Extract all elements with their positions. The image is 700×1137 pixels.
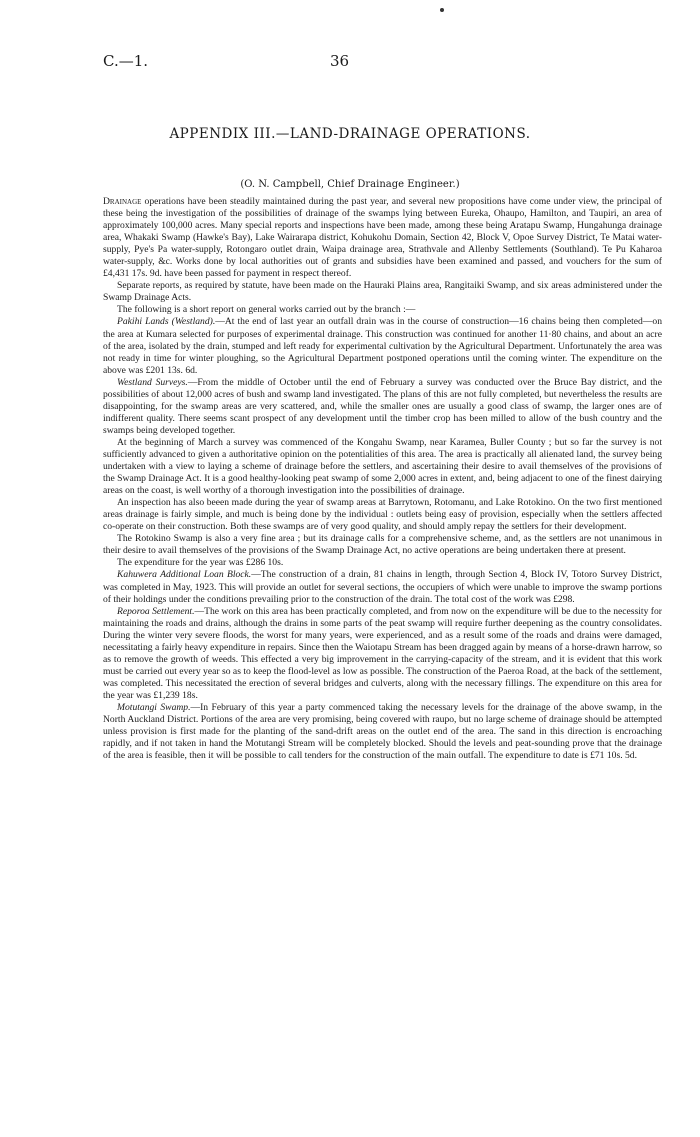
section-heading: Reporoa Settlement.: [117, 605, 195, 617]
paragraph-text: —At the end of last year an outfall drain was in the course of construction—16 chains being then completed—on the area at Kumara selected for purposes of experimental drainage. This construction was continued for another 11·80 chains, and about an acre of the area, isolated by the drain, stumped and left ready for experimental cultivation by the Agricultural Department. Unfortunately the area was not ready in time for winter ploughing, so the Agricultural Department postponed operations until the coming winter. The expenditure on the above was £201 13s. 6d.: [103, 316, 662, 376]
paragraph-text: operations have been steadily maintained during the past year, and several new propositions have come under view, the principal of these being the investigation of the possibilities of drainage of the swamps lying between Eureka, Ohaupo, Hamilton, and Taupiri, an area of approximately 100,000 acres. Many special reports and inspections have been made, among these being Aratapu Swamp, Hungahunga drainage area, Whakaki Swamp (Hawke's Bay), Lake Wairarapa district, Kohukohu Domain, Section 42, Block V, Opoe Survey District, Te Matai water-supply, Pye's Pa water-supply, Rotongaro outlet drain, Waipa drainage area, Strathvale and Allenby Settlements (Southland). Te Pu Kaharoa water-supply, &c. Works done by local authorities out of grants and subsidies have been examined and passed, and vouchers for the sum of £4,431 17s. 9d. have been passed for payment in respect thereof.: [103, 196, 662, 280]
paragraph-rotokino: [103, 533, 662, 557]
paragraph-kongahu: [103, 437, 662, 497]
paragraph-kahuwera: [103, 569, 662, 605]
paragraph-lead: Drainage: [103, 196, 142, 207]
paragraph-text: The following is a short report on general works carried out by the branch :—: [117, 304, 416, 316]
report-reference: C.—1.: [103, 52, 149, 70]
ink-speck: [440, 8, 444, 12]
paragraph-text: Separate reports, as required by statute, have been made on the Hauraki Plains area, Rangitaiki Swamp, and six areas administered under the Swamp Drainage Acts.: [103, 280, 662, 304]
paragraph-westland: [103, 377, 662, 437]
paragraph-text: —The work on this area has been practically completed, and from now on the expenditure will be due to the necessity for maintaining the roads and drains, although the drains in some parts of the peat swamp will require further deepening as the country consolidates. During the winter very severe floods, the worst for many years, were experienced, and as a result some of the roads and drains were damaged, necessitating a fairly heavy expenditure in repairs. Since then the Waiotapu Stream has been dragged again by means of a horse-drawn harrow, so as to remove the growth of weeds. This effected a very big improvement in the carrying-capacity of the stream, and it is evident that this work must be carried out every year so as to keep the flood-level as low as possible. The construction of the Paeroa Road, at the back of the settlement, was completed. This necessitated the erection of several bridges and culverts, along with the necessary fillings. The expenditure on this area for the year was £1,239 18s.: [103, 605, 662, 701]
paragraph-separate-reports: [103, 280, 662, 304]
paragraph-text: The Rotokino Swamp is also a very fine area ; but its drainage calls for a comprehensive scheme, and, as the settlers are not unanimous in their desire to avail themselves of the provisions of the Swamp Drainage Act, no active operations are being undertaken there at present.: [103, 533, 662, 557]
paragraph-following: [103, 304, 662, 316]
section-heading: Pakihi Lands (Westland).: [117, 316, 216, 328]
paragraph-pakihi: [103, 316, 662, 376]
author-line: (O. N. Campbell, Chief Drainage Engineer.): [240, 179, 460, 190]
paragraph-expenditure: [103, 557, 662, 569]
body-text: [103, 196, 662, 762]
paragraph-text: The expenditure for the year was £286 10s.: [117, 557, 284, 569]
appendix-title: APPENDIX III.—LAND-DRAINAGE OPERATIONS.: [169, 126, 531, 142]
paragraph-text: —In February of this year a party commenced taking the necessary levels for the drainage of the above swamp, in the North Auckland District. Portions of the area are very promising, being covered with raupo, but no large scheme of drainage should be attempted unless provision is first made for the planting of the sand-drift areas on the outlet end of the area. The sand in this direction is encroaching rapidly, and if not taken in hand the Motutangi Stream will be completely blocked. Should the levels and peat-sounding prove that the drainage of the area is feasible, then it will be possible to call tenders for the construction of the main outfall. The expenditure to date is £71 10s. 5d.: [103, 701, 662, 762]
paragraph-reporoa: [103, 606, 662, 702]
paragraph-text: At the beginning of March a survey was commenced of the Kongahu Swamp, near Karamea, Buller County ; but so far the survey is not sufficiently advanced to given a authoritative opinion on the potentialities of this area. The area is practically all alienated land, the survey being undertaken with a view to laying a scheme of drainage before the settlers, and ascertaining their desire to avail themselves of the provisions of the Swamp Drainage Act. It is a good healthy-looking peat swamp of some 2,000 acres in extent, and, being adjacent to one of the finest dairying areas on the coast, is well worthy of a thorough investigation into the possibilities of drainage.: [103, 436, 662, 497]
section-heading: Westland Surveys.: [117, 376, 188, 388]
section-heading: Motutangi Swamp.: [117, 701, 191, 713]
paragraph-motutangi: [103, 702, 662, 762]
paragraph-inspection: [103, 497, 662, 533]
paragraph-intro: [103, 196, 662, 280]
paragraph-text: —The construction of a drain, 81 chains in length, through Section 4, Block IV, Totoro Survey District, was completed in May, 1923. This will provide an outlet for several sections, the occupiers of which were unable to improve the swamp portions of their holdings under the conditions prevailing prior to the construction of the drain. The total cost of the work was £298.: [103, 569, 662, 605]
paragraph-text: An inspection has also beeen made during the year of swamp areas at Barrytown, Rotomanu, and Lake Rotokino. On the two first mentioned areas drainage is fairly simple, and much is being done by the individual : outlets being easy of provision, especially when the settlers affected co-operate on their construction. Both these swamps are of very good quality, and should amply repay the settlers for their development.: [103, 497, 662, 533]
paragraph-text: —From the middle of October until the end of February a survey was conducted over the Bruce Bay district, and the possibilities of about 12,000 acres of bush and swamp land investigated. The plans of this are not fully completed, but nevertheless the results are disappointing, for the swamp areas are very scattered, and, while the smaller ones are usually a good class of swamp, the larger ones are of indifferent quality. There seems scant prospect of any development until the timber crop has been milled to allow of the bush country and the swamps being developed together.: [103, 376, 662, 436]
section-heading: Kahuwera Additional Loan Block.: [117, 569, 252, 581]
page-number: 36: [330, 52, 350, 70]
